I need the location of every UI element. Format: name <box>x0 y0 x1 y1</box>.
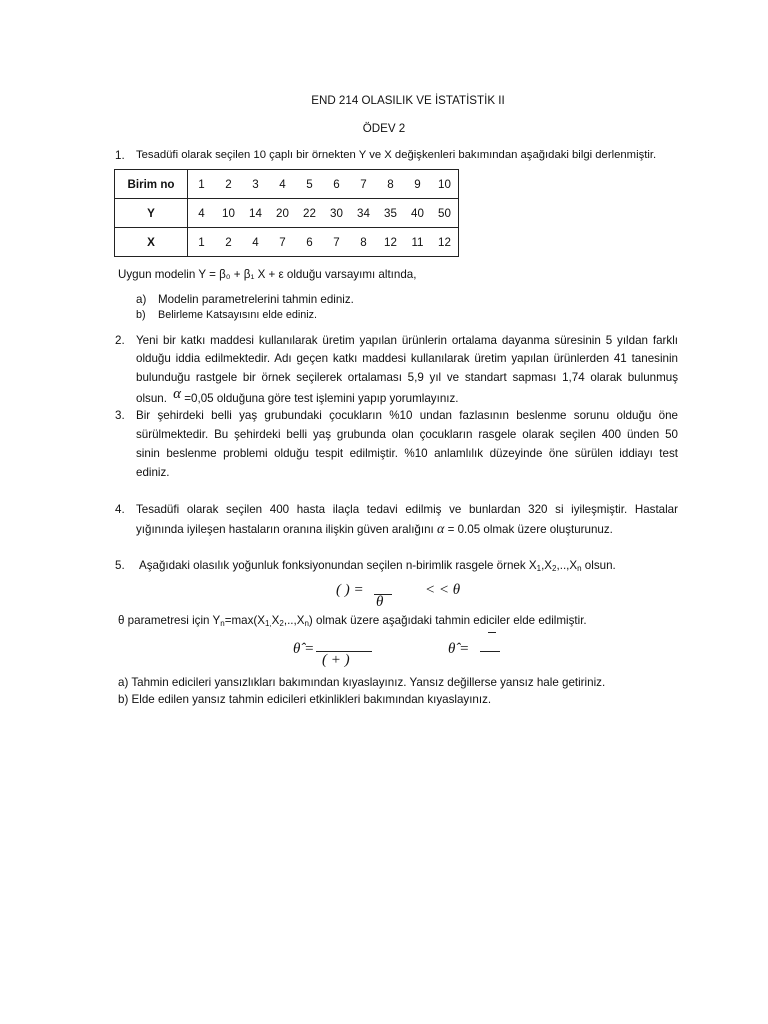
parameter-text-part: X <box>271 614 280 627</box>
table-cell: 2 <box>215 228 242 257</box>
table-cell: 12 <box>377 228 404 257</box>
table-cell: 10 <box>215 199 242 228</box>
question-2-line: Yeni bir katkı maddesi kullanılarak üretim yapılan ürünlerin ortalama dayanma süresinin 5 yıldan farklı <box>136 334 678 347</box>
table-row-x <box>115 228 459 257</box>
question-5-text-part: olsun. <box>581 559 616 572</box>
data-table <box>114 169 459 257</box>
table-cell: 7 <box>350 170 377 199</box>
question-2-text: olsun. <box>136 392 167 405</box>
question-2-line: bulunduğu rastgele bir örnek seçilerek ortalaması 5,9 yıl ve standart sapması 1,74 olarak bulunmuş <box>136 371 678 384</box>
alpha-symbol: α <box>437 522 445 537</box>
estimator-1-lhs: θ̂ = <box>293 641 315 657</box>
table-cell: 20 <box>269 199 296 228</box>
table-cell: 34 <box>350 199 377 228</box>
question-3-line: Bir şehirdeki belli yaş grubundaki çocukların %10 undan fazlasının beslenme sorunu olduğu öne <box>136 409 678 422</box>
table-cell: 14 <box>242 199 269 228</box>
question-5-part-b: b) Elde edilen yansız tahmin edicileri etkinlikleri bakımından kıyaslayınız. <box>118 693 492 706</box>
table-cell: 2 <box>215 170 242 199</box>
q1-part-a-text: Modelin parametrelerini tahmin ediniz. <box>158 293 354 306</box>
subscript: 2 <box>279 619 284 628</box>
table-cell: 7 <box>323 228 350 257</box>
fraction-bar <box>480 651 500 652</box>
table-cell: 3 <box>242 170 269 199</box>
question-1-number: 1. <box>115 149 125 162</box>
question-2-line <box>136 386 459 407</box>
question-4-line: Tesadüfi olarak seçilen 400 hasta ilaçla tedavi edilmiş ve bunlardan 320 si iyileşmiştir. Hastalar <box>136 503 678 516</box>
question-4-line <box>136 522 613 538</box>
table-cell: 6 <box>323 170 350 199</box>
parameter-statement <box>118 614 587 628</box>
table-cell: 4 <box>269 170 296 199</box>
subscript: n <box>304 619 309 628</box>
parameter-text-part: ,..,X <box>283 614 305 627</box>
table-cell: 1 <box>188 228 216 257</box>
question-5-text <box>139 559 616 573</box>
q1-part-b-text: Belirleme Katsayısını elde ediniz. <box>158 309 318 321</box>
subscript: n <box>577 564 582 573</box>
table-cell: 12 <box>431 228 459 257</box>
pdf-formula-denominator: θ <box>376 594 384 610</box>
q1-part-b-label: b) <box>136 309 146 321</box>
row-label-x: X <box>115 228 188 257</box>
table-cell: 50 <box>431 199 459 228</box>
question-2-number: 2. <box>115 334 125 347</box>
table-cell: 5 <box>296 170 323 199</box>
question-2-line: olduğu iddia edilmektedir. Adı geçen katkı maddesi kullanılarak üretim yapılan ürünlerden 41 tanesinin <box>136 352 678 365</box>
question-3-number: 3. <box>115 409 125 422</box>
estimator-2-lhs: θ̂ = <box>448 641 470 657</box>
subscript: 1 <box>536 564 542 573</box>
question-5-part-a: a) Tahmin edicileri yansızlıkları bakımından kıyaslayınız. Yansız değillerse yansız hale getiriniz. <box>118 676 606 689</box>
table-cell: 4 <box>188 199 216 228</box>
table-row-y <box>115 199 459 228</box>
model-statement: Uygun modelin Y = β₀ + β₁ X + ε olduğu varsayımı altında, <box>118 268 417 281</box>
pdf-formula-support: < < θ <box>425 582 461 598</box>
table-cell: 11 <box>404 228 431 257</box>
estimator-1-denominator: ( + ) <box>322 652 350 668</box>
table-cell: 40 <box>404 199 431 228</box>
q1-part-a-label: a) <box>136 293 147 306</box>
question-2-text: =0,05 olduğuna göre test işlemini yapıp yorumlayınız. <box>184 392 459 405</box>
table-cell: 7 <box>269 228 296 257</box>
parameter-text-part: =max(X <box>224 614 265 627</box>
subscript: n <box>220 619 225 628</box>
row-label-birim-no: Birim no <box>115 170 188 199</box>
table-cell: 35 <box>377 199 404 228</box>
alpha-symbol: α <box>173 386 182 402</box>
question-5-text-part: ,..,X <box>556 559 578 572</box>
question-5-text-part: Aşağıdaki olasılık yoğunluk fonksiyonundan seçilen n-birimlik rasgele örnek X <box>139 559 537 572</box>
question-4-number: 4. <box>115 503 125 516</box>
question-3-line: ediniz. <box>136 466 170 479</box>
question-4-text: = 0.05 olmak üzere oluşturunuz. <box>447 523 613 536</box>
table-cell: 10 <box>431 170 459 199</box>
table-cell: 6 <box>296 228 323 257</box>
table-cell: 4 <box>242 228 269 257</box>
table-cell: 9 <box>404 170 431 199</box>
table-cell: 8 <box>377 170 404 199</box>
page-title: END 214 OLASILIK VE İSTATİSTİK II <box>311 94 505 107</box>
parameter-text-part: θ parametresi için Y <box>118 614 221 627</box>
question-1-text: Tesadüfi olarak seçilen 10 çaplı bir örnekten Y ve X değişkenleri bakımından aşağıdaki bilgi derlenmiştir. <box>136 149 657 161</box>
overline-bar <box>488 632 496 633</box>
question-5-text-part: ,X <box>541 559 553 572</box>
table-cell: 8 <box>350 228 377 257</box>
table-cell: 22 <box>296 199 323 228</box>
question-3-line: sinin beslenme problemi olduğu tespit edilmiştir. %10 anlamlılık düzeyinde öne sürülen iddiayı test <box>136 447 678 460</box>
row-label-y: Y <box>115 199 188 228</box>
table-cell: 30 <box>323 199 350 228</box>
table-row-birim-no <box>115 170 459 199</box>
subscript: 2 <box>552 564 557 573</box>
pdf-formula-lhs: ( ) = <box>336 582 364 598</box>
assignment-title: ÖDEV 2 <box>362 122 406 135</box>
question-3-line: sürülmektedir. Bu şehirdeki belli yaş grubunda olan çocukların rasgele olarak seçilen 400 ünden 50 <box>136 428 678 441</box>
subscript: 1, <box>264 619 272 628</box>
question-4-text: yığınında iyileşen hastaların oranına ilişkin güven aralığını <box>136 523 434 536</box>
table-cell: 1 <box>188 170 216 199</box>
question-5-number: 5. <box>115 559 125 572</box>
parameter-text-part: ) olmak üzere aşağıdaki tahmin ediciler elde edilmiştir. <box>308 614 587 627</box>
